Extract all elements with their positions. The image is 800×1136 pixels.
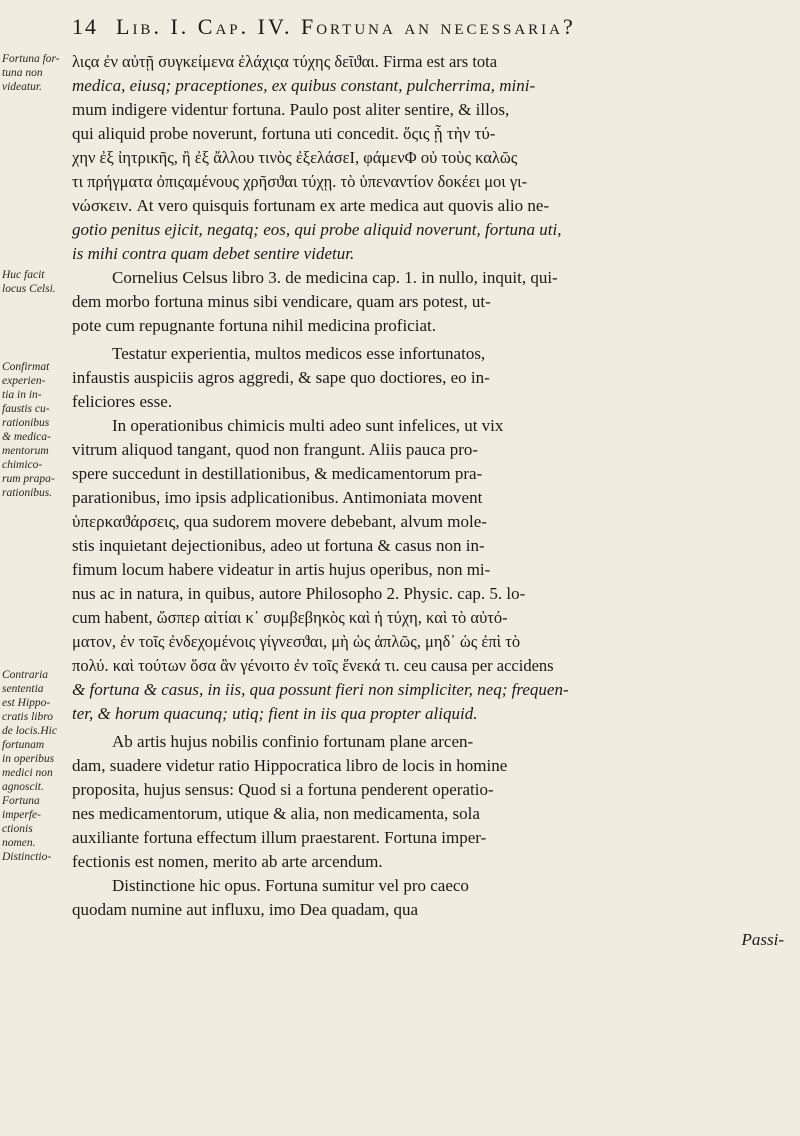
- text-line: Distinctione hic opus. Fortuna sumitur vel pro caeco: [112, 876, 469, 895]
- text-line: In operationibus chimicis multi adeo sunt infelices, ut vix: [112, 416, 504, 435]
- text-line: feliciores esse.: [72, 392, 173, 411]
- text-line: fectionis est nomen, merito ab arte arcendum.: [72, 852, 383, 871]
- text-line: infaustis auspiciis agros aggredi, & sape quo doctiores, eo in-: [72, 368, 490, 387]
- text-line: nes medicamentorum, utique & alia, non medicamenta, sola: [72, 804, 480, 823]
- text-line: ter, & horum quacunq; utiq; fient in iis qua propter aliquid.: [72, 704, 478, 723]
- text-line: πολύ. καὶ τούτων ὅσα ἂν γένοιτο ἐν τοῖς ἕνεκά τι. ceu causa per accidens: [72, 656, 554, 675]
- margin-note: Fortuna for- tuna non videatur.: [2, 53, 60, 93]
- text-line: ματον, ἐν τοῖς ἐνδεχομένοις γίγνεσϑαι, μὴ ὡς ἁπλῶς, μηδ᾽ ὡς ἐπὶ τὸ: [72, 632, 521, 651]
- text-line: fimum locum habere videatur in artis hujus operibus, non mi-: [72, 560, 491, 579]
- text-line: χην ἐξ ἰητρικῆς, ἢ ἐξ ἄλλου τινὸς ἐξελάσεΙ, φάμενΦ οὐ τοὺς καλῶς: [72, 148, 518, 167]
- text-line: νώσκειν. At vero quisquis fortunam ex arte medica aut quovis alio ne-: [72, 196, 550, 215]
- text-line: Cornelius Celsus libro 3. de medicina cap. 1. in nullo, inquit, qui-: [112, 268, 558, 287]
- running-header: [72, 14, 762, 48]
- text-line: cum habent, ὥσπερ αἰτίαι κ᾽ συμβεβηκὸς καὶ ἡ τύχη, καὶ τὸ αὐτό-: [72, 608, 508, 627]
- text-line: quodam numine aut influxu, imo Dea quadam, qua: [72, 900, 419, 919]
- text-line: proposita, hujus sensus: Quod si a fortuna penderent operatio-: [72, 780, 494, 799]
- margin-note: Confirmat experien- tia in in- faustis cu- rationibus & medica- mentorum chimico- rum prapa- rationibus.: [2, 361, 55, 499]
- page-number: 14: [72, 14, 98, 39]
- margin-note: Contraria sententia est Hippo- cratis libro de locis.Hic fortunam in operibus medici non agnoscit. Fortuna imperfe- ctionis nomen. Distinctio-: [2, 669, 57, 863]
- text-line: parationibus, imo ipsis adplicationibus. Antimoniata movent: [72, 488, 483, 507]
- text-line: τι πρήγματα ὀπιςαμένους χρῆσϑαι τύχῃ. τὸ ὑπεναντίον δοκέει μοι γι-: [72, 172, 528, 191]
- text-line: nus ac in natura, in quibus, autore Philosopho 2. Physic. cap. 5. lo-: [72, 584, 526, 603]
- text-line: λιςα ἐν αὐτῇ συγκείμενα ἐλάχιςα τύχης δεῖϑαι. Firma est ars tota: [72, 52, 498, 71]
- text-line: pote cum repugnante fortuna nihil medicina proficiat.: [72, 316, 436, 335]
- text-line: medica, eiusq; praceptiones, ex quibus constant, pulcherrima, mini-: [72, 76, 536, 95]
- text-line: stis inquietant dejectionibus, adeo ut fortuna & casus non in-: [72, 536, 485, 555]
- catchword: Passi-: [741, 930, 784, 949]
- text-line: ὑπερκαϑάρσεις, qua sudorem movere debebant, alvum mole-: [72, 512, 487, 531]
- text-line: spere succedunt in destillationibus, & medicamentorum pra-: [72, 464, 483, 483]
- text-line: auxiliante fortuna effectum illum praestarent. Fortuna imper-: [72, 828, 487, 847]
- margin-note: Huc facit locus Celsi.: [2, 269, 56, 295]
- text-line: qui aliquid probe noverunt, fortuna uti concedit. ὅςις ᾗ τὴν τύ-: [72, 124, 496, 143]
- text-line: Ab artis hujus nobilis confinio fortunam plane arcen-: [112, 732, 474, 751]
- text-line: is mihi contra quam debet sentire videtur.: [72, 244, 355, 263]
- text-line: mum indigere videntur fortuna. Paulo post aliter sentire, & illos,: [72, 100, 510, 119]
- margin-notes: [0, 0, 70, 1136]
- text-line: vitrum aliquod tangant, quod non frangunt. Aliis pauca pro-: [72, 440, 479, 459]
- text-line: dem morbo fortuna minus sibi vendicare, quam ars potest, ut-: [72, 292, 491, 311]
- text-line: dam, suadere videtur ratio Hippocratica libro de locis in homine: [72, 756, 508, 775]
- text-line: gotio penitus ejicit, negatq; eos, qui probe aliquid noverunt, fortuna uti,: [72, 220, 562, 239]
- text-line: & fortuna & casus, in iis, qua possunt fieri non simpliciter, neq; frequen-: [72, 680, 569, 699]
- running-title: Lib. I. Cap. IV. Fortuna an necessaria?: [116, 14, 576, 39]
- main-text: [72, 50, 784, 1120]
- text-line: Testatur experientia, multos medicos esse infortunatos,: [112, 344, 486, 363]
